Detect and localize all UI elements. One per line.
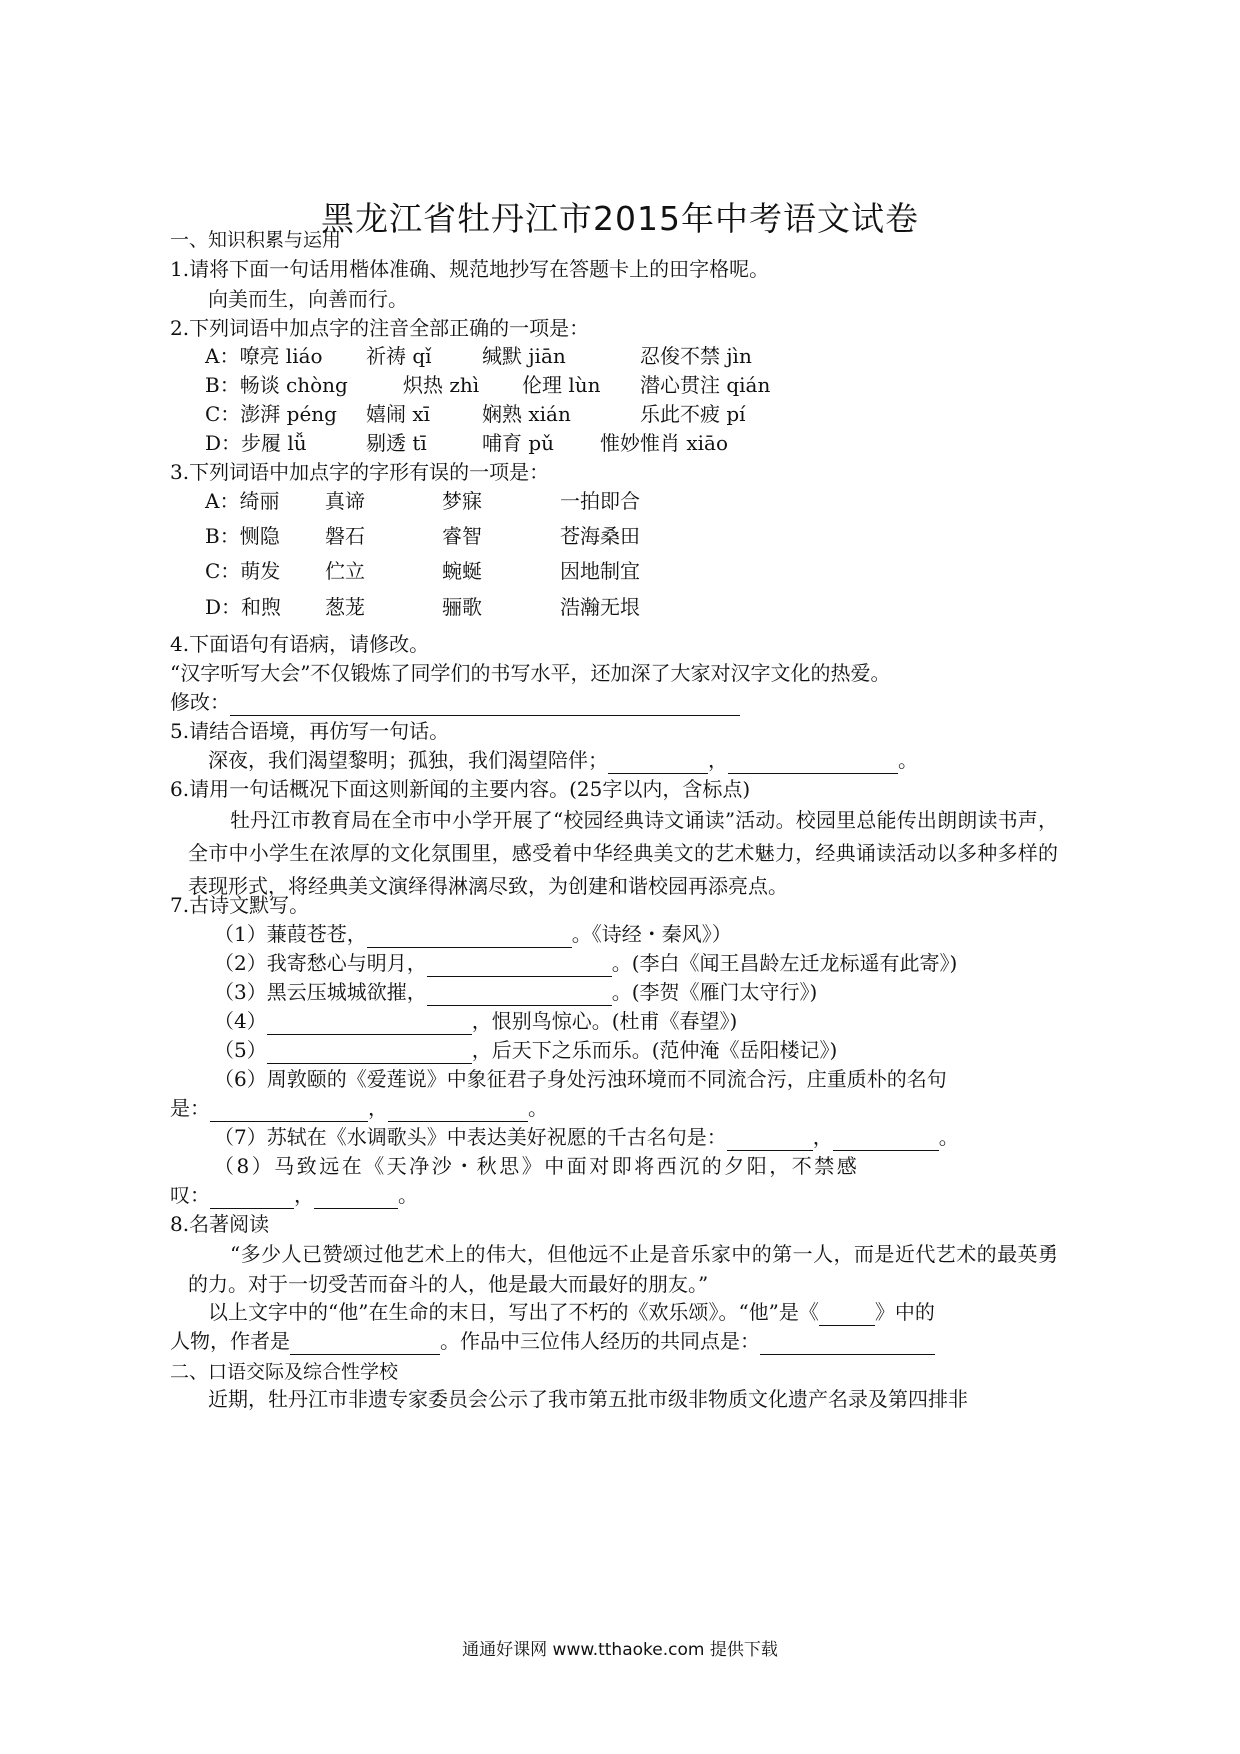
poem-source: ，恨别鸟惊心。(杜甫《春望》) xyxy=(471,1009,738,1033)
option-cell: 蜿蜒 xyxy=(442,559,482,583)
punctuation: ， xyxy=(812,1125,833,1149)
question-4-stem: 4.下面语句有语病，请修改。 xyxy=(170,632,430,656)
poem-text: （1）蒹葭苍苍， xyxy=(214,922,367,946)
punctuation: 。 xyxy=(528,1096,548,1120)
option-cell: 嬉闹 xī xyxy=(366,402,431,426)
question-8-text: 人物，作者是 xyxy=(170,1329,290,1353)
option-cell: 因地制宜 xyxy=(560,559,640,583)
punctuation: 。 xyxy=(398,1183,418,1207)
option-cell: 磐石 xyxy=(325,524,365,548)
option-cell: A：绮丽 xyxy=(205,489,280,513)
answer-blank[interactable] xyxy=(427,983,612,1006)
answer-blank[interactable] xyxy=(427,954,612,977)
option-cell: 缄默 jiān xyxy=(482,344,566,368)
option-cell: 剔透 tī xyxy=(366,431,427,455)
question-5-text: 深夜，我们渴望黎明；孤独，我们渴望陪伴； xyxy=(208,748,608,772)
poem-line-8: （8）马致远在《天净沙・秋思》中面对即将西沉的夕阳，不禁感 xyxy=(214,1154,860,1178)
question-5-line xyxy=(208,746,918,774)
option-cell: B：畅谈 chòng xyxy=(205,373,348,397)
option-cell: D：和煦 xyxy=(205,595,282,619)
poem-source: ，后天下之乐而乐。(范仲淹《岳阳楼记》) xyxy=(471,1038,838,1062)
option-cell: 真谛 xyxy=(325,489,365,513)
poem-line-8-answer xyxy=(170,1181,418,1209)
punctuation: ， xyxy=(708,748,728,772)
option-cell: 苍海桑田 xyxy=(560,524,640,548)
answer-blank[interactable] xyxy=(819,1303,875,1326)
option-cell: 乐此不疲 pí xyxy=(640,402,746,426)
question-4-answer-line xyxy=(170,688,740,716)
question-4-label: 修改： xyxy=(170,690,230,714)
option-cell: 骊歌 xyxy=(442,595,482,619)
answer-blank[interactable] xyxy=(290,1332,440,1355)
option-cell: 浩瀚无垠 xyxy=(560,595,640,619)
section-heading-1: 一、知识积累与运用 xyxy=(170,229,342,251)
option-cell: 娴熟 xián xyxy=(482,402,571,426)
answer-blank[interactable] xyxy=(833,1128,939,1151)
answer-blank[interactable] xyxy=(267,1041,472,1064)
question-5-stem: 5.请结合语境，再仿写一句话。 xyxy=(170,719,450,743)
answer-blank[interactable] xyxy=(314,1186,398,1209)
question-8-text: 》中的 xyxy=(874,1300,935,1324)
option-cell: C：澎湃 péng xyxy=(205,402,337,426)
poem-line-6: （6）周敦颐的《爱莲说》中象征君子身处污浊环境而不同流合污，庄重质朴的名句 xyxy=(214,1067,947,1091)
answer-blank[interactable] xyxy=(267,1012,472,1035)
option-cell: 炽热 zhì xyxy=(403,373,480,397)
option-cell: 睿智 xyxy=(442,524,482,548)
answer-blank[interactable] xyxy=(367,925,572,948)
option-cell: D：步履 lǚ xyxy=(205,431,307,455)
punctuation: 。 xyxy=(898,748,918,772)
question-8-line-1 xyxy=(208,1298,935,1326)
poem-source: 。(李贺《雁门太守行》) xyxy=(611,980,818,1004)
answer-blank[interactable] xyxy=(210,1099,368,1122)
answer-blank[interactable] xyxy=(230,693,740,716)
punctuation: 。 xyxy=(938,1125,959,1149)
poem-text: （5） xyxy=(214,1038,267,1062)
question-8-stem: 8.名著阅读 xyxy=(170,1212,270,1236)
answer-blank[interactable] xyxy=(760,1332,935,1355)
option-cell: 葱茏 xyxy=(325,595,365,619)
poem-line-5 xyxy=(214,1036,837,1064)
poem-line-4 xyxy=(214,1007,737,1035)
poem-line-7 xyxy=(214,1123,959,1151)
page-footer: 通通好课网 www.tthaoke.com 提供下载 xyxy=(462,1640,778,1660)
poem-text: （4） xyxy=(214,1009,267,1033)
question-8-text: 以上文字中的“他”在生命的末日，写出了不朽的《欢乐颂》。“他”是《 xyxy=(208,1300,819,1324)
answer-blank[interactable] xyxy=(728,751,898,774)
answer-blank[interactable] xyxy=(388,1099,528,1122)
poem-line-2 xyxy=(214,949,957,977)
section-2-intro: 近期，牡丹江市非遗专家委员会公示了我市第五批市级非物质文化遗产名录及第四排非 xyxy=(208,1387,968,1411)
poem-source: 。《诗经・秦风》） xyxy=(571,922,732,946)
option-cell: 一拍即合 xyxy=(560,489,640,513)
question-8-line-2 xyxy=(170,1327,935,1355)
poem-text: 是： xyxy=(170,1096,210,1120)
option-cell: 祈祷 qǐ xyxy=(366,344,432,368)
option-cell: A：嘹亮 liáo xyxy=(205,344,323,368)
option-cell: 惟妙惟肖 xiāo xyxy=(600,431,728,455)
option-cell: 潜心贯注 qián xyxy=(640,373,771,397)
answer-blank[interactable] xyxy=(210,1186,294,1209)
option-cell: 伫立 xyxy=(325,559,365,583)
question-8-text: 。作品中三位伟人经历的共同点是： xyxy=(440,1329,760,1353)
question-8-quote: “多少人已赞颂过他艺术上的伟大，但他远不止是音乐家中的第一人，而是近代艺术的最英勇的力。对于一切受苦而奋斗的人，他是最大而最好的朋友。” xyxy=(188,1242,1058,1296)
question-7-stem: 7.古诗文默写。 xyxy=(170,893,310,917)
poem-source: 。(李白《闻王昌龄左迁龙标遥有此寄》) xyxy=(611,951,958,975)
exam-title: 黑龙江省牡丹江市2015年中考语文试卷 xyxy=(321,199,919,238)
question-6-stem: 6.请用一句话概况下面这则新闻的主要内容。(25字以内，含标点) xyxy=(170,777,751,801)
poem-text: 叹： xyxy=(170,1183,210,1207)
option-cell: 梦寐 xyxy=(442,489,482,513)
punctuation: ， xyxy=(294,1183,314,1207)
answer-blank[interactable] xyxy=(608,751,708,774)
poem-text: （3）黑云压城城欲摧， xyxy=(214,980,427,1004)
poem-text: （2）我寄愁心与明月， xyxy=(214,951,427,975)
option-cell: C：萌发 xyxy=(205,559,281,583)
question-1-line: 向美而生，向善而行。 xyxy=(208,287,408,311)
poem-line-3 xyxy=(214,978,817,1006)
poem-line-1 xyxy=(214,920,732,948)
question-1-stem: 1.请将下面一句话用楷体准确、规范地抄写在答题卡上的田字格呢。 xyxy=(170,257,770,281)
question-4-sentence: “汉字听写大会”不仅锻炼了同学们的书写水平，还加深了大家对汉字文化的热爱。 xyxy=(170,661,891,685)
option-cell: B：恻隐 xyxy=(205,524,280,548)
option-cell: 哺育 pǔ xyxy=(482,431,555,455)
section-heading-2: 二、口语交际及综合性学校 xyxy=(170,1361,399,1383)
question-6-passage: 牡丹江市教育局在全市中小学开展了“校园经典诗文诵读”活动。校园里总能传出朗朗读书声，全市中小学生在浓厚的文化氛围里，感受着中华经典美文的艺术魅力，经典诵读活动以多种多样的表现形式，将经典美文演绎得淋漓尽致，为创建和谐校园再添亮点。 xyxy=(188,808,1058,898)
punctuation: ， xyxy=(368,1096,388,1120)
answer-blank[interactable] xyxy=(727,1128,813,1151)
question-3-stem: 3.下列词语中加点字的字形有误的一项是： xyxy=(170,460,550,484)
option-cell: 伦理 lùn xyxy=(522,373,601,397)
poem-line-6-answer xyxy=(170,1094,548,1122)
question-2-stem: 2.下列词语中加点字的注音全部正确的一项是： xyxy=(170,316,590,340)
poem-text: （7）苏轼在《水调歌头》中表达美好祝愿的千古名句是： xyxy=(214,1125,727,1149)
option-cell: 忍俊不禁 jìn xyxy=(640,344,752,368)
